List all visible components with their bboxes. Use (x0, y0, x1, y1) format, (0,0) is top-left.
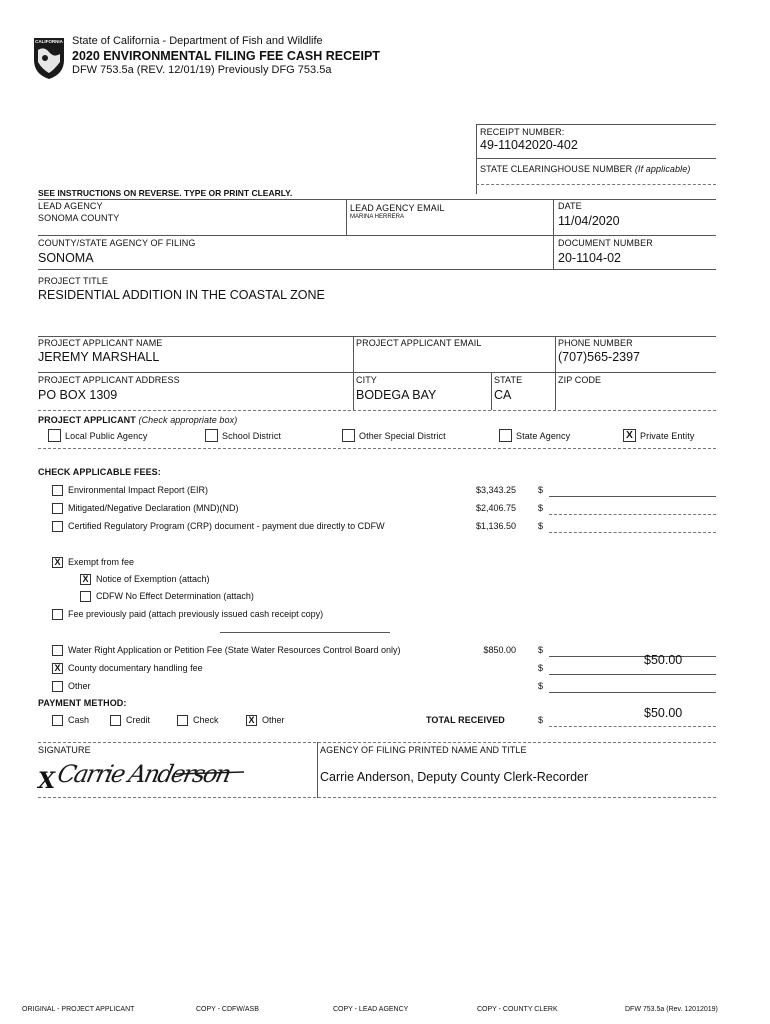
checkbox-mnd[interactable] (52, 503, 63, 514)
applicant-type-heading: PROJECT APPLICANT (Check appropriate box) (38, 415, 238, 425)
checkbox-notice-of-exemption[interactable]: X (80, 574, 91, 585)
checkbox-credit[interactable] (110, 715, 121, 726)
checkbox-state-agency[interactable] (499, 429, 512, 442)
signature-script: Carrie Anderson (55, 760, 233, 788)
fee-row-crp: Certified Regulatory Program (CRP) document - payment due directly to CDFW $1,136.50 $ (52, 520, 716, 534)
state-label: STATE (494, 375, 523, 385)
payment-cash[interactable]: Cash (52, 714, 112, 728)
document-number: 20-1104-02 (558, 251, 622, 265)
seal-text: CALIFORNIA (35, 39, 63, 44)
phone-label: PHONE NUMBER (558, 338, 633, 348)
checkbox-previously-paid[interactable] (52, 609, 63, 620)
department-name: State of California - Department of Fish and Wildlife (72, 35, 323, 47)
checkbox-eir[interactable] (52, 485, 63, 496)
county-label: COUNTY/STATE AGENCY OF FILING (38, 238, 196, 248)
footer-copy-county-clerk: COPY - COUNTY CLERK (477, 1006, 558, 1013)
date-label: DATE (558, 201, 582, 211)
applicant-type-school[interactable]: School District (205, 429, 325, 443)
exempt-row: X Exempt from fee (52, 556, 352, 570)
signature-mark: X (38, 768, 56, 794)
lead-agency-email-value: MARINA HERRERA (350, 214, 405, 220)
fee-row-county: X County documentary handling fee $ $50.00 (52, 662, 716, 676)
state-value: CA (494, 388, 512, 402)
checkbox-payment-other[interactable]: X (246, 715, 257, 726)
footer-form-ref: DFW 753.5a (Rev. 12012019) (625, 1006, 718, 1013)
checkbox-other-special-district[interactable] (342, 429, 355, 442)
applicant-type-local[interactable]: Local Public Agency (48, 429, 198, 443)
fee-row-water: Water Right Application or Petition Fee (State Water Resources Control Board only) $850.00 $ (52, 644, 716, 658)
receipt-number-label: RECEIPT NUMBER: (480, 127, 565, 137)
checkbox-school-district[interactable] (205, 429, 218, 442)
previously-paid-row: Fee previously paid (attach previously issued cash receipt copy) (52, 608, 452, 622)
applicant-type-state[interactable]: State Agency (499, 429, 599, 443)
department-seal (32, 36, 66, 80)
footer-original: ORIGINAL - PROJECT APPLICANT (22, 1006, 135, 1013)
agency-filing-value: Carrie Anderson, Deputy County Clerk-Recorder (320, 770, 589, 784)
exempt-noe-row: X Notice of Exemption (attach) (80, 573, 360, 587)
checkbox-cash[interactable] (52, 715, 63, 726)
total-received-label: TOTAL RECEIVED (426, 715, 505, 725)
checkbox-check[interactable] (177, 715, 188, 726)
applicant-type-private[interactable]: X Private Entity (623, 429, 715, 443)
receipt-number: 49-11042020-402 (480, 138, 578, 152)
fee-row-mnd: Mitigated/Negative Declaration (MND)(ND) $2,406.75 $ (52, 502, 716, 516)
footer-copy-lead-agency: COPY - LEAD AGENCY (333, 1006, 409, 1013)
agency-filing-label: AGENCY OF FILING PRINTED NAME AND TITLE (320, 745, 527, 755)
checkbox-crp[interactable] (52, 521, 63, 532)
form-reference: DFW 753.5a (REV. 12/01/19) Previously DFG 753.5a (72, 64, 332, 76)
applicant-address: PO BOX 1309 (38, 388, 118, 402)
phone-number: (707)565-2397 (558, 350, 641, 364)
payment-other[interactable]: X Other (246, 714, 306, 728)
payment-heading: PAYMENT METHOD: (38, 698, 127, 708)
county-fee-amount: $50.00 (644, 653, 683, 667)
form-title: 2020 ENVIRONMENTAL FILING FEE CASH RECEIPT (72, 49, 380, 63)
county-value: SONOMA (38, 251, 94, 265)
checkbox-other-fee[interactable] (52, 681, 63, 692)
checkbox-cdfw-no-effect[interactable] (80, 591, 91, 602)
signature-label: SIGNATURE (38, 745, 91, 755)
city-label: CITY (356, 375, 377, 385)
project-title: RESIDENTIAL ADDITION IN THE COASTAL ZONE (38, 288, 325, 302)
city-value: BODEGA BAY (356, 388, 437, 402)
applicant-name-label: PROJECT APPLICANT NAME (38, 338, 163, 348)
lead-agency-value: SONOMA COUNTY (38, 213, 120, 223)
footer-copy-cdfw: COPY - CDFW/ASB (196, 1006, 259, 1013)
total-received-amount: $50.00 (644, 706, 683, 720)
zip-label: ZIP CODE (558, 375, 602, 385)
checkbox-exempt[interactable]: X (52, 557, 63, 568)
payment-check[interactable]: Check (177, 714, 237, 728)
clearinghouse-label: STATE CLEARINGHOUSE NUMBER (If applicable) (480, 164, 691, 174)
date-value: 11/04/2020 (558, 214, 620, 228)
fees-heading: CHECK APPLICABLE FEES: (38, 467, 161, 477)
checkbox-local-public-agency[interactable] (48, 429, 61, 442)
applicant-address-label: PROJECT APPLICANT ADDRESS (38, 375, 180, 385)
checkbox-private-entity[interactable]: X (623, 429, 636, 442)
instructions: SEE INSTRUCTIONS ON REVERSE. TYPE OR PRINT CLEARLY. (38, 188, 293, 198)
applicant-type-special[interactable]: Other Special District (342, 429, 482, 443)
checkbox-water-right[interactable] (52, 645, 63, 656)
document-number-label: DOCUMENT NUMBER (558, 238, 653, 248)
fee-row-other: Other $ (52, 680, 716, 694)
project-title-label: PROJECT TITLE (38, 276, 108, 286)
applicant-email-label: PROJECT APPLICANT EMAIL (356, 338, 482, 348)
lead-agency-email-label: LEAD AGENCY EMAIL (350, 203, 445, 213)
signature-image (56, 752, 266, 796)
lead-agency-label: LEAD AGENCY (38, 201, 103, 211)
applicant-name: JEREMY MARSHALL (38, 350, 160, 364)
payment-credit[interactable]: Credit (110, 714, 170, 728)
fee-row-eir: Environmental Impact Report (EIR) $3,343.25 $ (52, 484, 716, 498)
exempt-cdfw-row: CDFW No Effect Determination (attach) (80, 590, 360, 604)
checkbox-county-fee[interactable]: X (52, 663, 63, 674)
